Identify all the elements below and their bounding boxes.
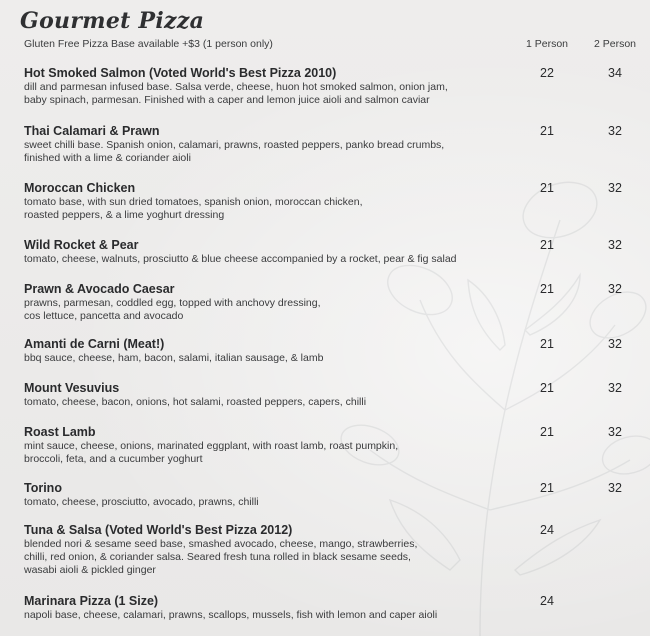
menu-item-hot-smoked-salmon bbox=[24, 66, 624, 107]
item-description: tomato base, with sun dried tomatoes, spanish onion, moroccan chicken, roasted peppers, & a lime yoghurt dressing bbox=[24, 196, 363, 221]
price-1-person: 21 bbox=[540, 425, 554, 439]
item-description: napoli base, cheese, calamari, prawns, scallops, mussels, fish with lemon and caper aioli bbox=[24, 609, 438, 621]
menu-item-moroccan-chicken bbox=[24, 181, 624, 222]
item-name: Prawn & Avocado Caesar bbox=[24, 282, 175, 296]
item-description: blended nori & sesame seed base, smashed avocado, cheese, mango, strawberries, chilli, red onion, & coriander salsa. Seared fresh tuna rolled in black sesame seeds, wasabi aioli & pickled ginger bbox=[24, 538, 418, 576]
menu-item-thai-calamari-prawn bbox=[24, 124, 624, 165]
price-1-person: 21 bbox=[540, 481, 554, 495]
price-2-person: 32 bbox=[608, 238, 622, 252]
column-header-2-person: 2 Person bbox=[593, 38, 637, 50]
menu-item-tuna-salsa bbox=[24, 523, 624, 577]
item-description: tomato, cheese, bacon, onions, hot salami, roasted peppers, capers, chilli bbox=[24, 396, 367, 408]
item-description: bbq sauce, cheese, ham, bacon, salami, italian sausage, & lamb bbox=[24, 352, 324, 364]
price-1-person: 21 bbox=[540, 181, 554, 195]
menu-item-prawn-avocado-caesar bbox=[24, 282, 624, 323]
menu-item-mount-vesuvius bbox=[24, 381, 624, 409]
price-1-person: 21 bbox=[540, 124, 554, 138]
item-name: Thai Calamari & Prawn bbox=[24, 124, 160, 138]
item-name: Moroccan Chicken bbox=[24, 181, 136, 195]
menu-item-wild-rocket-pear bbox=[24, 238, 624, 266]
item-description: tomato, cheese, walnuts, prosciutto & blue cheese accompanied by a rocket, pear & fig salad bbox=[24, 253, 457, 265]
price-1-person: 24 bbox=[540, 594, 554, 608]
price-1-person: 21 bbox=[540, 381, 554, 395]
gluten-free-note: Gluten Free Pizza Base available +$3 (1 person only) bbox=[24, 38, 273, 50]
price-2-person: 32 bbox=[608, 124, 622, 138]
item-name: Wild Rocket & Pear bbox=[24, 238, 139, 252]
item-description: tomato, cheese, prosciutto, avocado, prawns, chilli bbox=[24, 496, 259, 508]
item-name: Marinara Pizza (1 Size) bbox=[24, 594, 159, 608]
price-2-person: 32 bbox=[608, 181, 622, 195]
price-1-person: 22 bbox=[540, 66, 554, 80]
item-name: Torino bbox=[24, 481, 62, 495]
menu-title: Gourmet Pizza bbox=[20, 8, 205, 34]
item-description: mint sauce, cheese, onions, marinated eggplant, with roast lamb, roast pumpkin, broccoli, feta, and a cucumber yoghurt bbox=[24, 440, 399, 465]
menu-item-torino bbox=[24, 481, 624, 509]
item-name: Amanti de Carni (Meat!) bbox=[24, 337, 165, 351]
menu-item-roast-lamb bbox=[24, 425, 624, 466]
price-2-person: 34 bbox=[608, 66, 622, 80]
item-description: sweet chilli base. Spanish onion, calamari, prawns, roasted peppers, panko bread crumbs, finished with a lime & coriander aioli bbox=[24, 139, 445, 164]
item-name: Mount Vesuvius bbox=[24, 381, 120, 395]
menu-item-amanti-de-carni bbox=[24, 337, 624, 365]
price-1-person: 21 bbox=[540, 282, 554, 296]
price-2-person: 32 bbox=[608, 425, 622, 439]
price-2-person: 32 bbox=[608, 282, 622, 296]
price-1-person: 21 bbox=[540, 238, 554, 252]
price-2-person: 32 bbox=[608, 337, 622, 351]
price-1-person: 21 bbox=[540, 337, 554, 351]
item-name: Hot Smoked Salmon (Voted World's Best Pizza 2010) bbox=[24, 66, 337, 80]
item-description: dill and parmesan infused base. Salsa verde, cheese, huon hot smoked salmon, onion jam, baby spinach, parmesan. Finished with a caper and lemon juice aioli and salmon caviar bbox=[24, 81, 448, 106]
menu-item-marinara-pizza bbox=[24, 594, 624, 622]
item-name: Roast Lamb bbox=[24, 425, 96, 439]
item-description: prawns, parmesan, coddled egg, topped with anchovy dressing, cos lettuce, pancetta and avocado bbox=[24, 297, 321, 322]
price-2-person: 32 bbox=[608, 381, 622, 395]
price-2-person: 32 bbox=[608, 481, 622, 495]
price-1-person: 24 bbox=[540, 523, 554, 537]
column-header-1-person: 1 Person bbox=[525, 38, 569, 50]
item-name: Tuna & Salsa (Voted World's Best Pizza 2012) bbox=[24, 523, 293, 537]
